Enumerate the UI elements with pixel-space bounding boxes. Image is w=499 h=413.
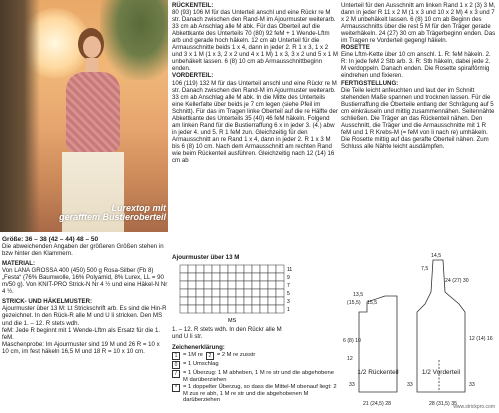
legend-text: = 1 doppelter Überzug, so dass die Mittel-M obenauf liegt: 2 M zus re abh, 1 M re str und die abgehobenen M darüberziehen [183,384,337,404]
dim-r-side: 6 (8) 10 [343,338,361,344]
chart-cell [196,297,204,305]
legend-item [172,352,338,360]
chart-cell [212,265,220,273]
chart-cell [252,273,260,281]
watermark: www.strickpro.com [453,404,495,410]
garment-schematic [341,252,499,410]
chart-cell [276,289,284,297]
chart-cell [236,297,244,305]
chart-cell [180,289,188,297]
chart-title: Ajourmuster über 13 M [172,254,240,261]
tree-trunk [0,0,40,232]
chart-cell [212,305,220,313]
dim-r-width: 21 (24,5) 28 [363,401,391,407]
model-photo [0,0,168,232]
legend-item [172,370,338,383]
chart-cell [220,281,228,289]
vorder-heading: VORDERTEIL: [172,72,214,80]
chart-cell [180,297,188,305]
chart-cell [276,305,284,313]
chart-cell [196,281,204,289]
ajour-text: Ajourmuster über 13 M: Lt Strickschrift arb. Es sind die Hin-R gezeichnet. In den Rück-R alle M und U li stricken. Den MS und die 1. – 12. R stets wdh. [2,305,167,327]
legend-item [172,361,338,369]
chart-cell [260,297,268,305]
dim-r-top2: 15,5 [367,300,378,306]
chart-cell [252,289,260,297]
fertig-heading: FERTIGSTELLUNG: [341,79,399,87]
chart-cell [204,273,212,281]
column-right [341,2,497,150]
chart-cell [204,281,212,289]
chart-row-number: 3 [287,299,290,305]
dim-r-bottom: 33 [349,382,355,388]
chart-cell [188,281,196,289]
fem-text: feM: Jede R beginnt mit 1 Wende-Lftm als Ersatz für die 1. feM. [2,326,161,341]
chart-cell [244,305,252,313]
legend-text: = 2 M re zusstr [216,352,256,358]
chart-cell [204,297,212,305]
legend-item [172,384,338,404]
legend-list [172,352,338,405]
chart-cell [220,273,228,281]
chart-cell [268,281,276,289]
chart-cell [228,265,236,273]
chart-row-number: 11 [287,267,293,273]
chart-cell [244,281,252,289]
rosette-text: Eine Lftm-Kette über 10 cm anschl. 1. R: feM häkeln. 2. R: In jede feM 2 Stb arb. 3. R: Stb häkeln, dabei jede 2. M verdoppeln. Danach enden. Die Rosette spiralförmig eindrehen und fixieren. [341,51,491,80]
chart-cell [260,281,268,289]
chart-cell [252,305,260,313]
chart-cell [212,297,220,305]
chart-cell [260,273,268,281]
chart-cell [212,273,220,281]
ajour-chart-area [172,254,338,410]
chart-cell [236,305,244,313]
dim-v-top: 14,5 [431,253,442,259]
chart-cell [204,265,212,273]
chart-cell [180,305,188,313]
chart-cell [252,297,260,305]
chart-row-number: 9 [287,275,290,281]
muster-heading: STRICK- UND HÄKELMUSTER: [2,298,93,306]
chart-cell [260,265,268,273]
vorder-continue-text: Unterteil für den Ausschnitt am linken Rand 1 x 2 (3) 3 M, dann in jeder R 11 x 2 M (1 x 3 und 10 x 2 M) 4 x 3 und 7 x 2 M unbehäkelt lassen. 6 (8) 10 cm ab Beginn des Armausschnitts über die rest 5 M für den Träger gerade weiterhäkeln. 24 (27) 30 cm ab Trägerbeginn enden. Das im Tragen re Vorderteil gegengl häkeln. [341,2,496,45]
dim-v-side: 33 [469,382,475,388]
material-heading: MATERIAL: [2,260,36,268]
dim-v-strap: 24 (27) 30 [445,278,469,284]
chart-cell [196,273,204,281]
legend-symbol: 2 [206,352,214,360]
chart-cell [236,281,244,289]
chart-cell [196,305,204,313]
sizes-note: Die abweichenden Angaben der größeren Größen stehen in bzw hinter den Klammern. [2,243,164,258]
legend-text: = 1 Überzug: 1 M abheben, 1 M re str und die abgehobene M darüberziehen [183,370,334,383]
chart-cell [212,289,220,297]
chart-cell [260,305,268,313]
chart-cell [244,273,252,281]
chart-cell [228,297,236,305]
chart-cell [244,297,252,305]
chart-cell [268,273,276,281]
dim-v-width: 28 (31,5) 35 [429,401,457,407]
chart-cell [244,289,252,297]
chart-row-number: 7 [287,283,290,289]
vorder-text: 106 (119) 132 M für das Unterteil anschl und eine Rückr re M str. Danach zwischen den Rand-M im Ajourmuster weiterarb. 33 cm ab Anschlag alle M abk. In die Mitte des Unterteils eine Kellerfalte über beids je 7 cm legen (siehe Pfeil im Schnitt). Für das im Tragen linke Oberteil auf die re Hälfte der Abkettkante des Unterteils 35 (40) 46 feM häkeln. Folgend am linken Rand für die Bustierraffung 6 x in jeder 3. (4.) abw in jeder 4. und 5. R 1 feM zun. Gleichzeitig für den Armausschnitt an re Rand 1 x 4, dann in jeder 2. R 1 x 3 M bis 6 (8) 10 cm. Nach dem Armausschnitt am rechten Rand wie beim Rückenteil ausführen. Gleichzeitig nach 12 (14) 16 cm ab [172,79,338,165]
chart-cell [180,265,188,273]
chart-cell [196,289,204,297]
chart-row-number: 5 [287,291,290,297]
back-piece-label: 1/2 Rückenteil [357,369,399,376]
ajour-chart-grid [172,263,338,325]
chart-cell [204,289,212,297]
chart-cell [180,281,188,289]
dim-v-top2: 7,5 [421,266,429,272]
rosette-heading: ROSETTE [341,44,370,52]
chart-cell [228,281,236,289]
column-left [2,236,168,355]
model-neck [86,58,98,72]
model-face [83,36,101,58]
legend-symbol: 1 [172,352,180,360]
chart-cell [276,281,284,289]
caption-line-2: gerafftem Bustieroberteil [59,212,166,223]
chart-cell [236,273,244,281]
legend-heading: Zeichenerklärung: [172,344,225,351]
chart-cell [252,265,260,273]
dim-r-side2: 12 [347,356,353,362]
chart-ms-label: MS [228,318,237,324]
material-text: Von LANA GROSSA 400 (450) 500 g Rosa-Silber (Fb 8) „Festa“ (76% Baumwolle, 16% Polyamid, 8% Lurex, LL = 90 m/50 g). Von KNIT-PRO Strick-N Nr 4 ½ und eine Häkel-N Nr 4 ½. [2,267,168,296]
dim-r-mid1: (15,5) [347,300,361,306]
chart-cell [196,265,204,273]
chart-cell [204,305,212,313]
chart-cell [236,265,244,273]
chart-row-number: 1 [287,307,290,313]
chart-cell [228,273,236,281]
chart-cell [276,265,284,273]
ruecken-heading: RÜCKENTEIL: [172,2,214,9]
chart-cell [268,265,276,273]
photo-caption [48,204,166,223]
chart-cell [260,289,268,297]
chart-cell [276,297,284,305]
front-piece-label: 1/2 Vorderteil [421,369,461,376]
chart-cell [188,297,196,305]
ruecken-text: 80 (93) 106 M für das Unterteil anschl und eine Rückr re M str. Danach zwischen den Rand-M im Ajourmuster weiterarb. 33 cm ab Anschlag alle M abk. Für das Oberteil auf die Abkettkante des Unterteils 70 (80) 92 feM + 1 Wende-Lftm arb und gerade hoch häkeln. 12 cm ab Unterteil für die Armausschnitte beids 1 x 4, dann in jeder 2. R 1 x 3, 1 x 2 und 3 x 1 M (1 x 3, 2 x 2 und 4 x 1 M) 1 x 3, 3 x 2 und 5 x 1 M unbehäkelt lassen. 6 (8) 10 cm ab Armausschnittbeginn enden. [172,9,338,73]
chart-cell [220,289,228,297]
chart-cell [244,265,252,273]
chart-cell [268,305,276,313]
lurex-top [66,72,120,152]
chart-note: 1. – 12. R stets wdh. In den Rückr alle M und U li str. [172,326,282,341]
chart-cell [188,265,196,273]
chart-cell [188,273,196,281]
chart-cell [220,265,228,273]
dim-r-top1: 13,5 [353,292,364,298]
legend-symbol: ^ [172,384,180,392]
chart-cell [236,289,244,297]
chart-cell [268,297,276,305]
legend-symbol: / [172,370,180,378]
chart-cell [228,289,236,297]
chart-cell [188,305,196,313]
legend-symbol: 0 [172,361,180,369]
column-middle [172,2,338,164]
chart-cell [268,289,276,297]
chart-cell [180,273,188,281]
chart-cell [276,273,284,281]
legend-text: = 1M re [183,352,203,358]
dim-v-bust: 12 (14) 16 [469,336,493,342]
chart-cell [212,281,220,289]
legend-text: = 1 Umschlag [183,361,219,367]
chart-cell [220,305,228,313]
chart-cell [252,281,260,289]
sizes-heading: Größe: 36 – 38 (42 – 44) 48 – 50 [2,236,99,243]
chart-cell [188,289,196,297]
chart-cell [228,305,236,313]
fertig-text: Die Teile leicht anfeuchten und laut der im Schnitt stehenden Maße spannen und trocknen lassen. Für die Bustierraffung die Oberteile entlang der Schrägung auf 5 cm einkräuseln und mittig zusammennähen. Seitennähte schließen. Die Träger an das Rückenteil nähen. Den Ausschnitt, die Träger und die Armausschnitte mit 1 R feM und 1 R Krebs-M (= feM von li nach re) umhäkeln. Die Rosette mittig auf das gerafte Oberteil nähen. Zum Schluss alle Nähte leicht ausdämpfen. [341,86,495,150]
maschenprobe-text: Maschenprobe: Im Ajourmuster sind 19 M und 26 R = 10 x 10 cm, im fest häkeln 16,5 M und 18 R = 10 x 10 cm. [2,340,160,355]
model-figure [60,28,130,232]
back-piece-outline [359,296,397,392]
chart-cell [220,297,228,305]
caption-line-1: Lurextop mit [111,203,166,213]
dim-v-side2: 33 [407,382,413,388]
